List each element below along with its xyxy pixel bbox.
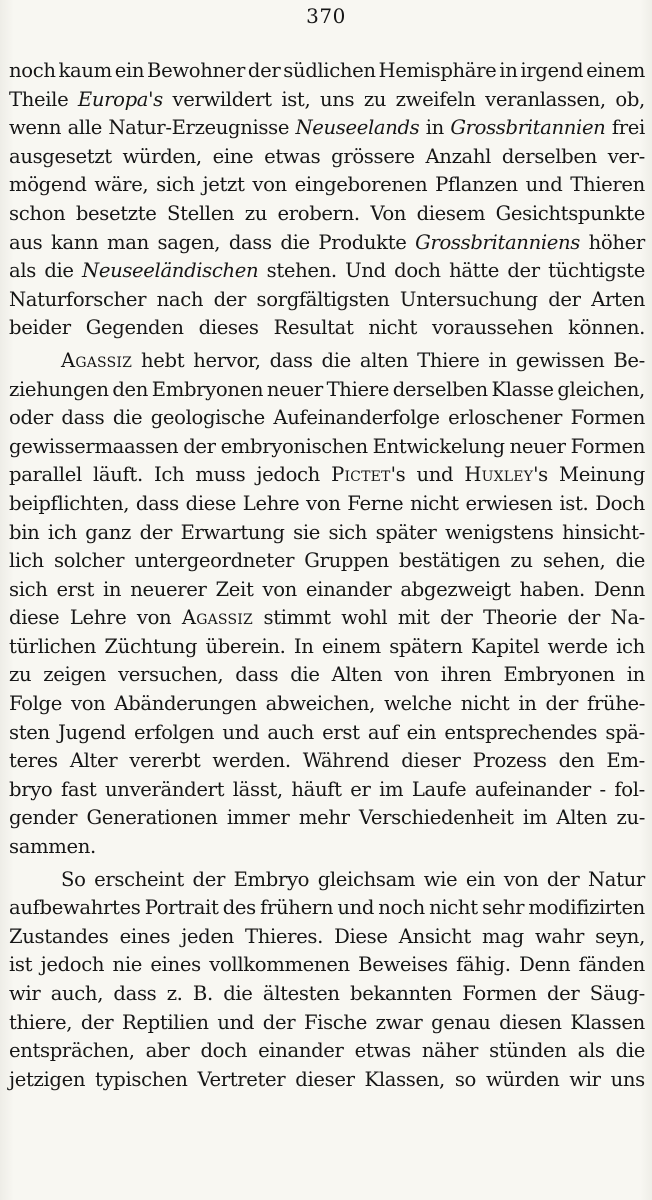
text-line: sammen. (9, 835, 96, 859)
text-line: jetzigen typischen Vertreter dieser Klassen, so würden wir uns (9, 1067, 645, 1091)
text-line: noch kaum ein Bewohner der südlichen Hemisphäre in irgend einem (9, 59, 645, 82)
text-line: beider Gegenden dieses Resultat nicht voraussehen können. (9, 316, 645, 340)
text-line: Naturforscher nach der sorgfältigsten Untersuchung der Arten (9, 287, 645, 311)
text-line: teres Alter vererbt werden. Während dieser Prozess den Em- (9, 749, 645, 773)
text-line: ist jedoch nie eines vollkommenen Beweises fähig. Denn fänden (9, 953, 645, 977)
text-line: als die Neuseeländischen stehen. Und doch hätte der tüchtigste (9, 259, 645, 283)
text-line: gender Generationen immer mehr Verschiedenheit im Alten zu- (9, 806, 645, 830)
text-line: zu zeigen versuchen, dass die Alten von ihren Embryonen in (9, 663, 645, 687)
text-line: diese Lehre von Agassiz stimmt wohl mit der Theorie der Na- (9, 606, 645, 630)
text-line: türlichen Züchtung überein. In einem spätern Kapitel werde ich (9, 634, 645, 658)
text-line: Theile Europa's verwildert ist, uns zu zweifeln veranlassen, ob, (9, 87, 645, 111)
text-line: sich erst in neuerer Zeit von einander abgezweigt haben. Denn (9, 577, 645, 601)
text-line: thiere, der Reptilien und der Fische zwar genau diesen Klassen (9, 1010, 645, 1034)
body-text (9, 57, 645, 1094)
text-line: entsprächen, aber doch einander etwas näher stünden als die (9, 1039, 645, 1063)
text-line: bryo fast unverändert lässt, häuft er im Laufe aufeinander - fol- (9, 777, 645, 801)
text-line: sten Jugend erfolgen und auch erst auf ein entsprechendes spä- (9, 720, 645, 744)
text-line: oder dass die geologische Aufeinanderfolge erloschener Formen (9, 406, 645, 430)
text-line: Folge von Abänderungen abweichen, welche nicht in der frühe- (9, 692, 645, 716)
text-line: Agassiz hebt hervor, dass die alten Thiere in gewissen Be- (61, 348, 645, 372)
text-line: So erscheint der Embryo gleichsam wie ein von der Natur (61, 867, 645, 891)
text-line: wir auch, dass z. B. die ältesten bekannten Formen der Säug- (9, 982, 645, 1005)
text-line: schon besetzte Stellen zu erobern. Von diesem Gesichtspunkte (9, 201, 645, 225)
text-line: lich solcher untergeordneter Gruppen bestätigen zu sehen, die (9, 549, 645, 573)
text-line: gewissermaassen der embryonischen Entwickelung neuer Formen (9, 434, 645, 458)
text-line: aufbewahrtes Portrait des frühern und noch nicht sehr modifizirten (9, 896, 645, 920)
text-line: parallel läuft. Ich muss jedoch Pictet's und Huxley's Meinung (9, 463, 645, 487)
text-line: ziehungen den Embryonen neuer Thiere derselben Klasse gleichen, (9, 377, 645, 401)
text-line: mögend wäre, sich jetzt von eingeborenen Pflanzen und Thieren (9, 173, 645, 197)
text-line: aus kann man sagen, dass die Produkte Grossbritanniens höher (9, 230, 645, 254)
page-number: 370 (306, 4, 346, 28)
text-line: ausgesetzt würden, eine etwas grössere Anzahl derselben ver- (9, 144, 645, 168)
text-line: bin ich ganz der Erwartung sie sich später wenigstens hinsicht- (9, 520, 645, 544)
text-line: wenn alle Natur-Erzeugnisse Neuseelands in Grossbritannien frei (9, 116, 645, 140)
text-line: Zustandes eines jeden Thieres. Diese Ansicht mag wahr seyn, (9, 924, 645, 948)
text-line: beipflichten, dass diese Lehre von Ferne nicht erwiesen ist. Doch (9, 491, 645, 515)
